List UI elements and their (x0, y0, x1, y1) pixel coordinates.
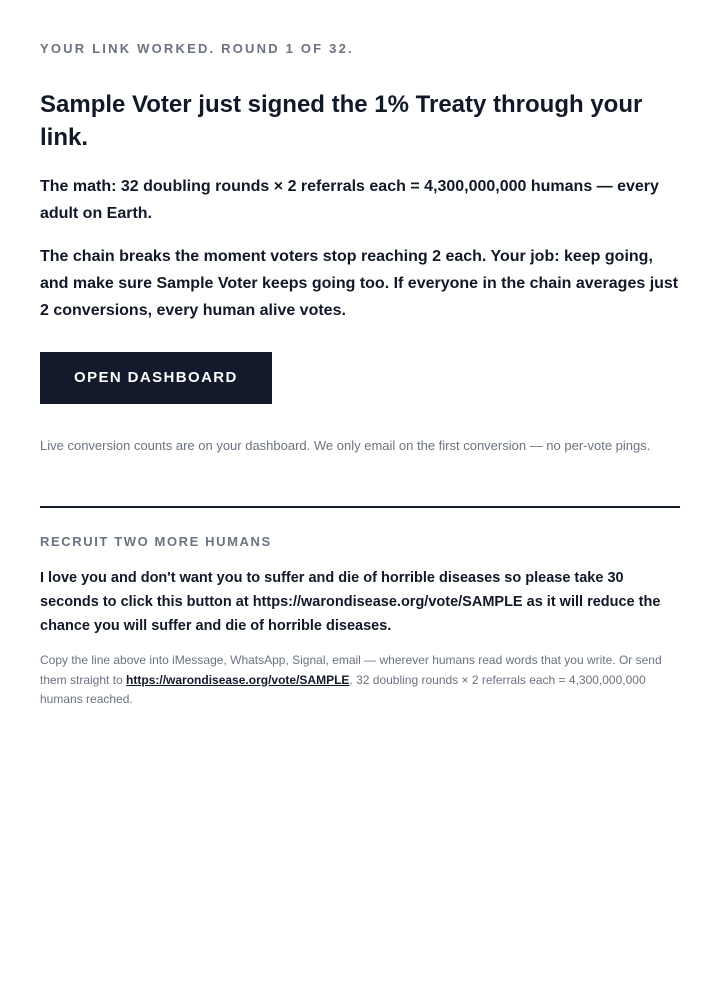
math-paragraph: The math: 32 doubling rounds × 2 referrals each = 4,300,000,000 humans — every adult on Earth. (40, 178, 659, 222)
recruit-section-title: RECRUIT TWO MORE HUMANS (40, 534, 272, 549)
vote-link[interactable]: https://warondisease.org/vote/SAMPLE (126, 672, 350, 687)
dashboard-note: Live conversion counts are on your dashboard. We only email on the first conversion — no per-vote pings. (40, 438, 651, 453)
share-instructions-tail: . 32 doubling rounds × 2 referrals each = 4,300,000,000 humans reached. (40, 672, 646, 706)
chain-paragraph: The chain breaks the moment voters stop reaching 2 each. Your job: keep going, and make sure Sample Voter keeps going too. If everyone in the chain averages just 2 conversions, every human alive votes. (40, 248, 679, 319)
open-dashboard-button[interactable]: OPEN DASHBOARD (40, 352, 272, 404)
round-eyebrow: YOUR LINK WORKED. ROUND 1 OF 32. (40, 41, 354, 56)
share-instructions (40, 651, 680, 710)
share-message: I love you and don't want you to suffer and die of horrible diseases so please take 30 seconds to click this button at https://warondisease.org/vote/SAMPLE as it will reduce the chance you will suffer and die of horrible diseases. (40, 570, 661, 634)
section-divider (40, 506, 680, 508)
share-instructions-lead: Copy the line above into iMessage, WhatsApp, Signal, email — wherever humans read words that you write. Or send them straight to (40, 653, 662, 687)
page-title: Sample Voter just signed the 1% Treaty through your link. (40, 91, 643, 151)
